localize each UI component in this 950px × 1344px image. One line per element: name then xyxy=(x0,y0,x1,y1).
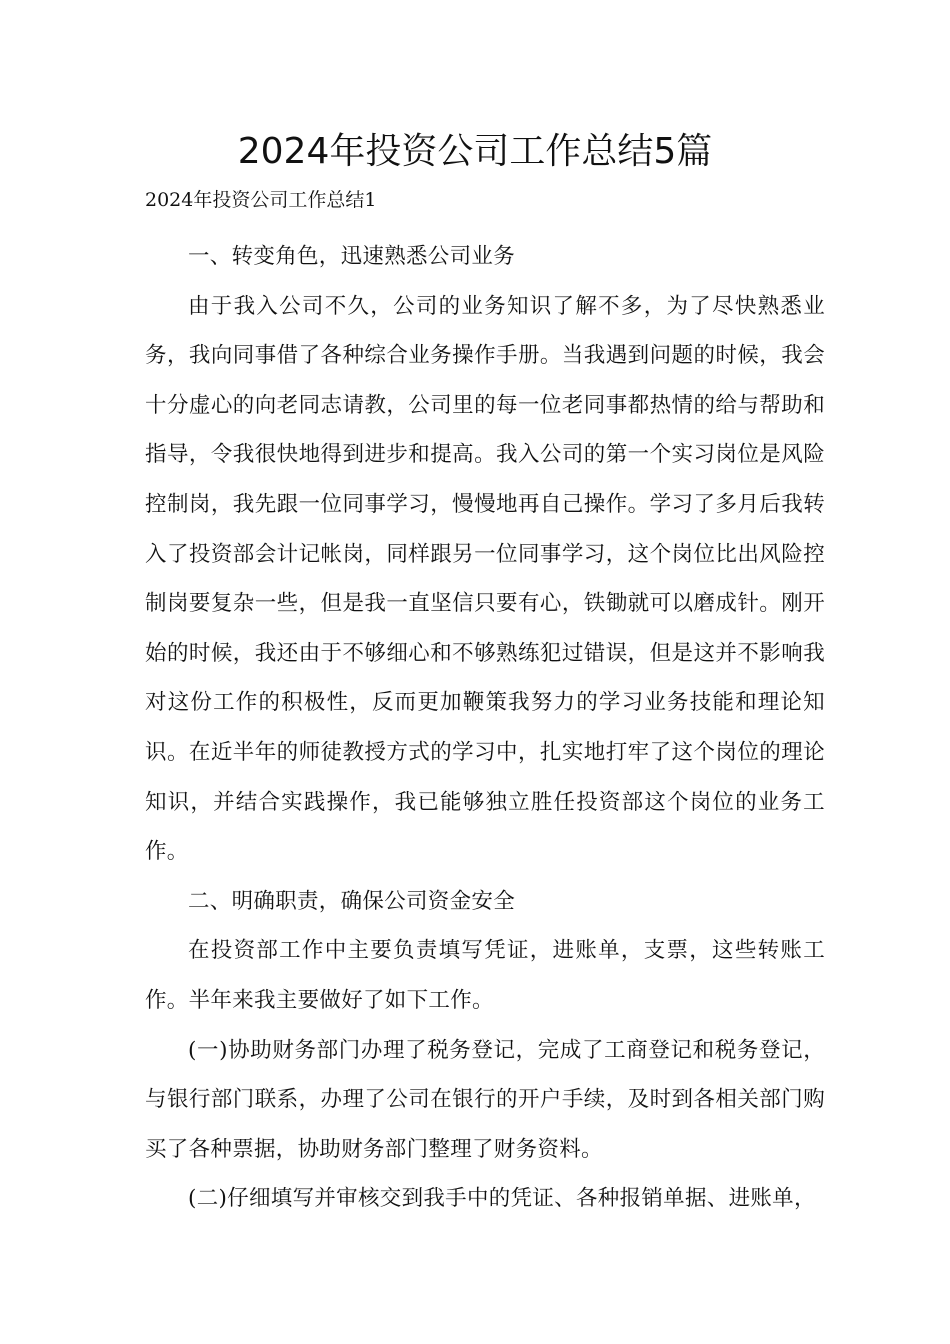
section-heading-2: 二、明确职责，确保公司资金安全 xyxy=(188,888,516,914)
paragraph-2: 在投资部工作中主要负责填写凭证，进账单，支票，这些转账工作。半年来我主要做好了如下工作。 xyxy=(145,938,825,1013)
section-heading-1: 一、转变角色，迅速熟悉公司业务 xyxy=(188,244,516,269)
paragraph-3: (一)协助财务部门办理了税务登记，完成了工商登记和税务登记，与银行部门联系，办理了公司在银行的开户手续，及时到各相关部门购买了各种票据，协助财务部门整理了财务资料。 xyxy=(145,1037,825,1162)
paragraph-1: 由于我入公司不久，公司的业务知识了解不多，为了尽快熟悉业务，我向同事借了各种综合业务操作手册。当我遇到问题的时候，我会十分虚心的向老同志请教，公司里的每一位老同事都热情的给与帮助和指导，令我很快地得到进步和提高。我入公司的第一个实习岗位是风险控制岗，我先跟一位同事学习，慢慢地再自己操作。学习了多月后我转入了投资部会计记帐岗，同样跟另一位同事学习，这个岗位比出风险控制岗要复杂一些，但是我一直坚信只要有心，铁锄就可以磨成针。刚开始的时候，我还由于不够细心和不够熟练犯过错误，但是这并不影响我对这份工作的积极性，反而更加鞭策我努力的学习业务技能和理论知识。在近半年的师徒教授方式的学习中，扎实地打牢了这个岗位的理论知识，并结合实践操作，我已能够独立胜任投资部这个岗位的业务工作。 xyxy=(145,293,825,865)
document-body xyxy=(145,232,825,1224)
paragraph-4: (二)仔细填写并审核交到我手中的凭证、各种报销单据、进账单， xyxy=(188,1186,816,1212)
document-title: 2024年投资公司工作总结5篇 xyxy=(237,131,713,172)
document-subtitle: 2024年投资公司工作总结1 xyxy=(145,189,377,211)
